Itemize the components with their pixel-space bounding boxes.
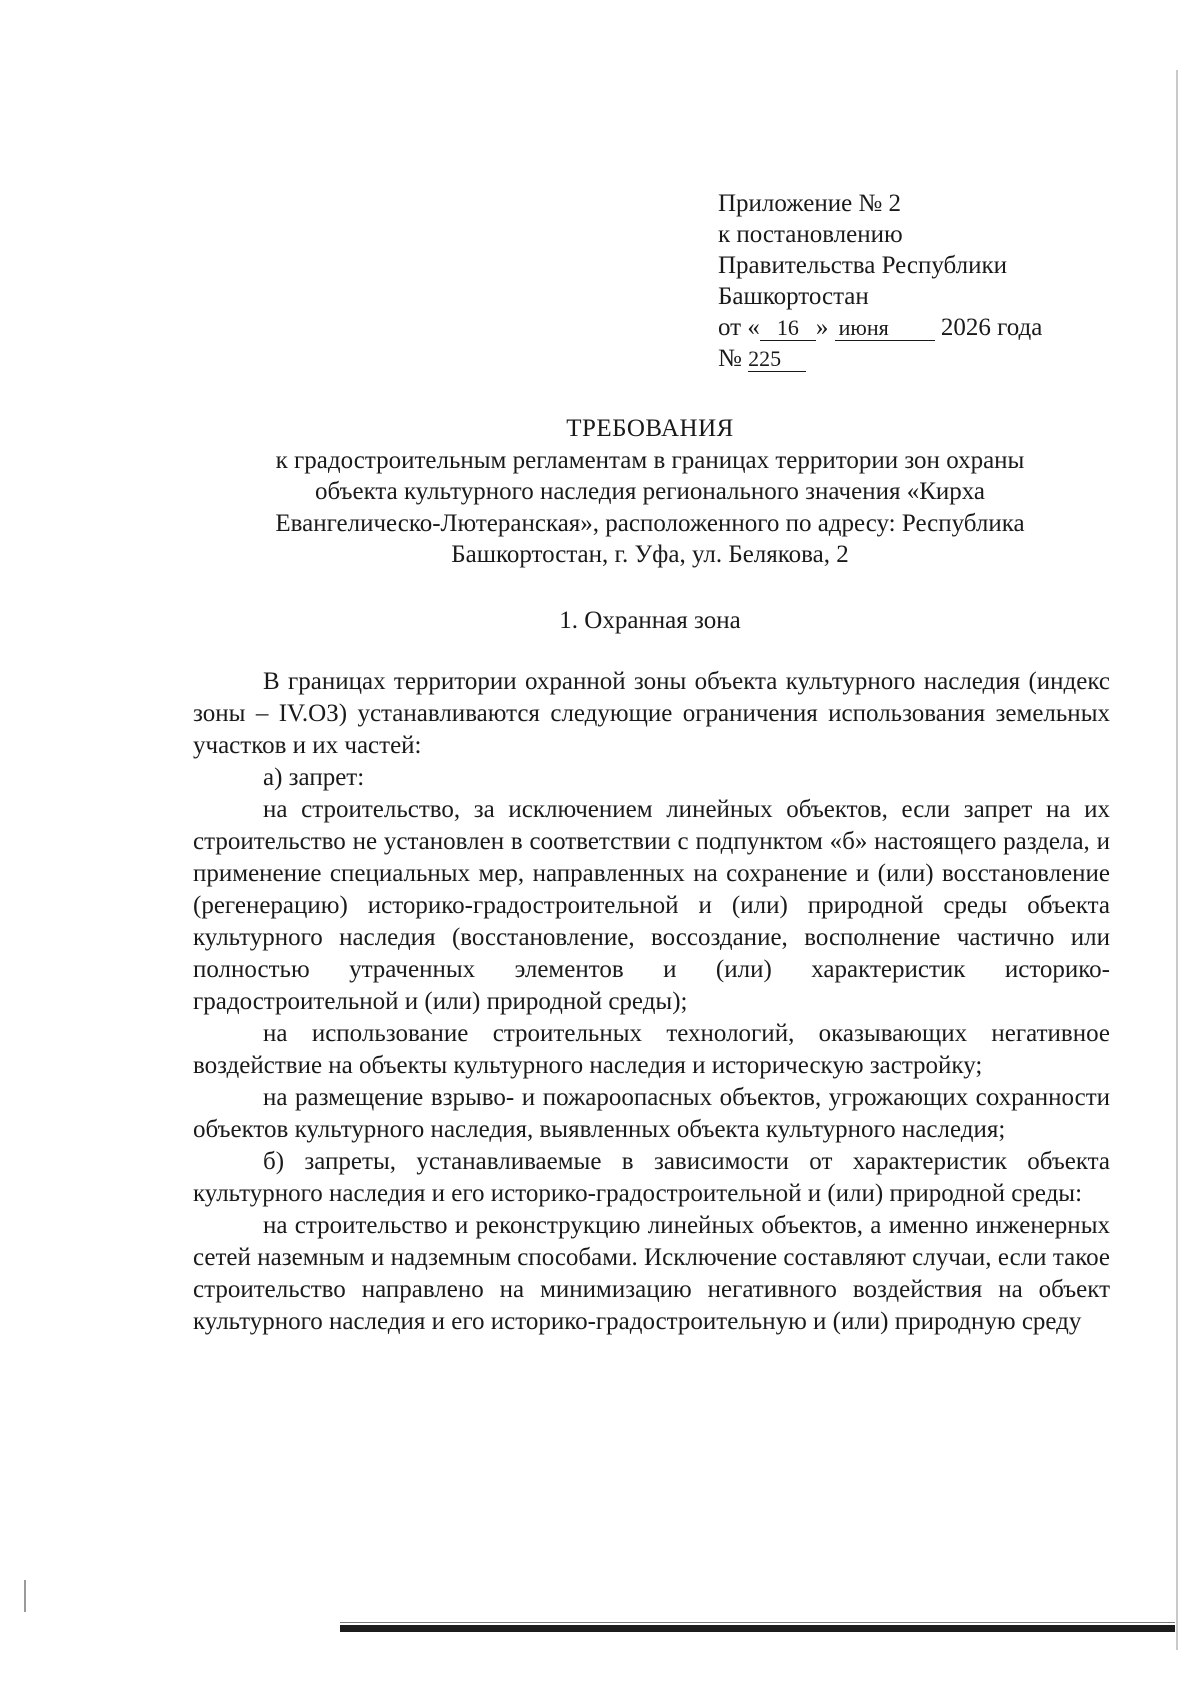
approval-line-appendix: Приложение № 2 [718, 190, 902, 217]
number-value: 225 [748, 347, 806, 372]
approval-number [718, 343, 1042, 374]
scan-bottom-rule [340, 1622, 1175, 1623]
date-mid: » [815, 314, 829, 341]
approval-line-republic: Башкортостан [718, 283, 869, 310]
scan-margin-mark [24, 1580, 26, 1612]
document-body [193, 666, 1110, 1338]
date-day: 16 [760, 316, 816, 341]
approval-line-government: Правительства Республики [718, 252, 1007, 279]
paragraph-linear-objects: на строительство и реконструкцию линейных объектов, а именно инженерных сетей наземным и надземным способами. Исключение составляют случаи, если такое строительство направлено на минимизацию негативного воздействия на объект культурного наследия и его историко-градостроительную и (или) природную среду [193, 1212, 1110, 1335]
paragraph-technologies: на использование строительных технологий, оказывающих негативное воздействие на объекты культурного наследия и историческую застройку; [193, 1020, 1110, 1079]
date-year: 2026 года [940, 314, 1043, 341]
document-title-block [180, 413, 1120, 571]
paragraph-intro: В границах территории охранной зоны объекта культурного наследия (индекс зоны – IV.ОЗ) устанавливаются следующие ограничения использования земельных участков и их частей: [193, 668, 1110, 759]
paragraph-construction: на строительство, за исключением линейных объектов, если запрет на их строительство не установлен в соответствии с подпунктом «б» настоящего раздела, и применение специальных мер, направленных на сохранение и (или) восстановление (регенерацию) историко-градостроительной и (или) природной среды объекта культурного наследия (восстановление, воссоздание, восполнение частично или полностью утраченных элементов и (или) характеристик историко-градостроительной и (или) природной среды); [193, 796, 1110, 1015]
title-line-4: Башкортостан, г. Уфа, ул. Белякова, 2 [451, 541, 849, 568]
document-title: ТРЕБОВАНИЯ [566, 415, 734, 442]
scan-edge-line [1176, 70, 1178, 1650]
title-line-2: объекта культурного наследия регионального значения «Кирха [314, 478, 986, 505]
approval-line-resolution: к постановлению [718, 221, 903, 248]
date-month: июня [835, 316, 935, 341]
approval-block [718, 188, 1042, 374]
paragraph-item-b: б) запреты, устанавливаемые в зависимости от характеристик объекта культурного наследия и его историко-градостроительной и (или) природной среды: [193, 1148, 1110, 1207]
paragraph-item-a: а) запрет: [263, 764, 365, 791]
paragraph-hazardous: на размещение взрыво- и пожароопасных объектов, угрожающих сохранности объектов культурного наследия, выявленных объекта культурного наследия; [193, 1084, 1110, 1143]
approval-date [718, 312, 1042, 343]
title-line-1: к градостроительным регламентам в границах территории зон охраны [275, 446, 1025, 474]
date-prefix: от « [718, 314, 760, 341]
number-prefix: № [718, 345, 742, 372]
section-heading: 1. Охранная зона [559, 607, 741, 634]
scan-bottom-bar [340, 1625, 1175, 1632]
title-line-3: Евангелическо-Лютеранская», расположенного по адресу: Республика [275, 509, 1025, 537]
